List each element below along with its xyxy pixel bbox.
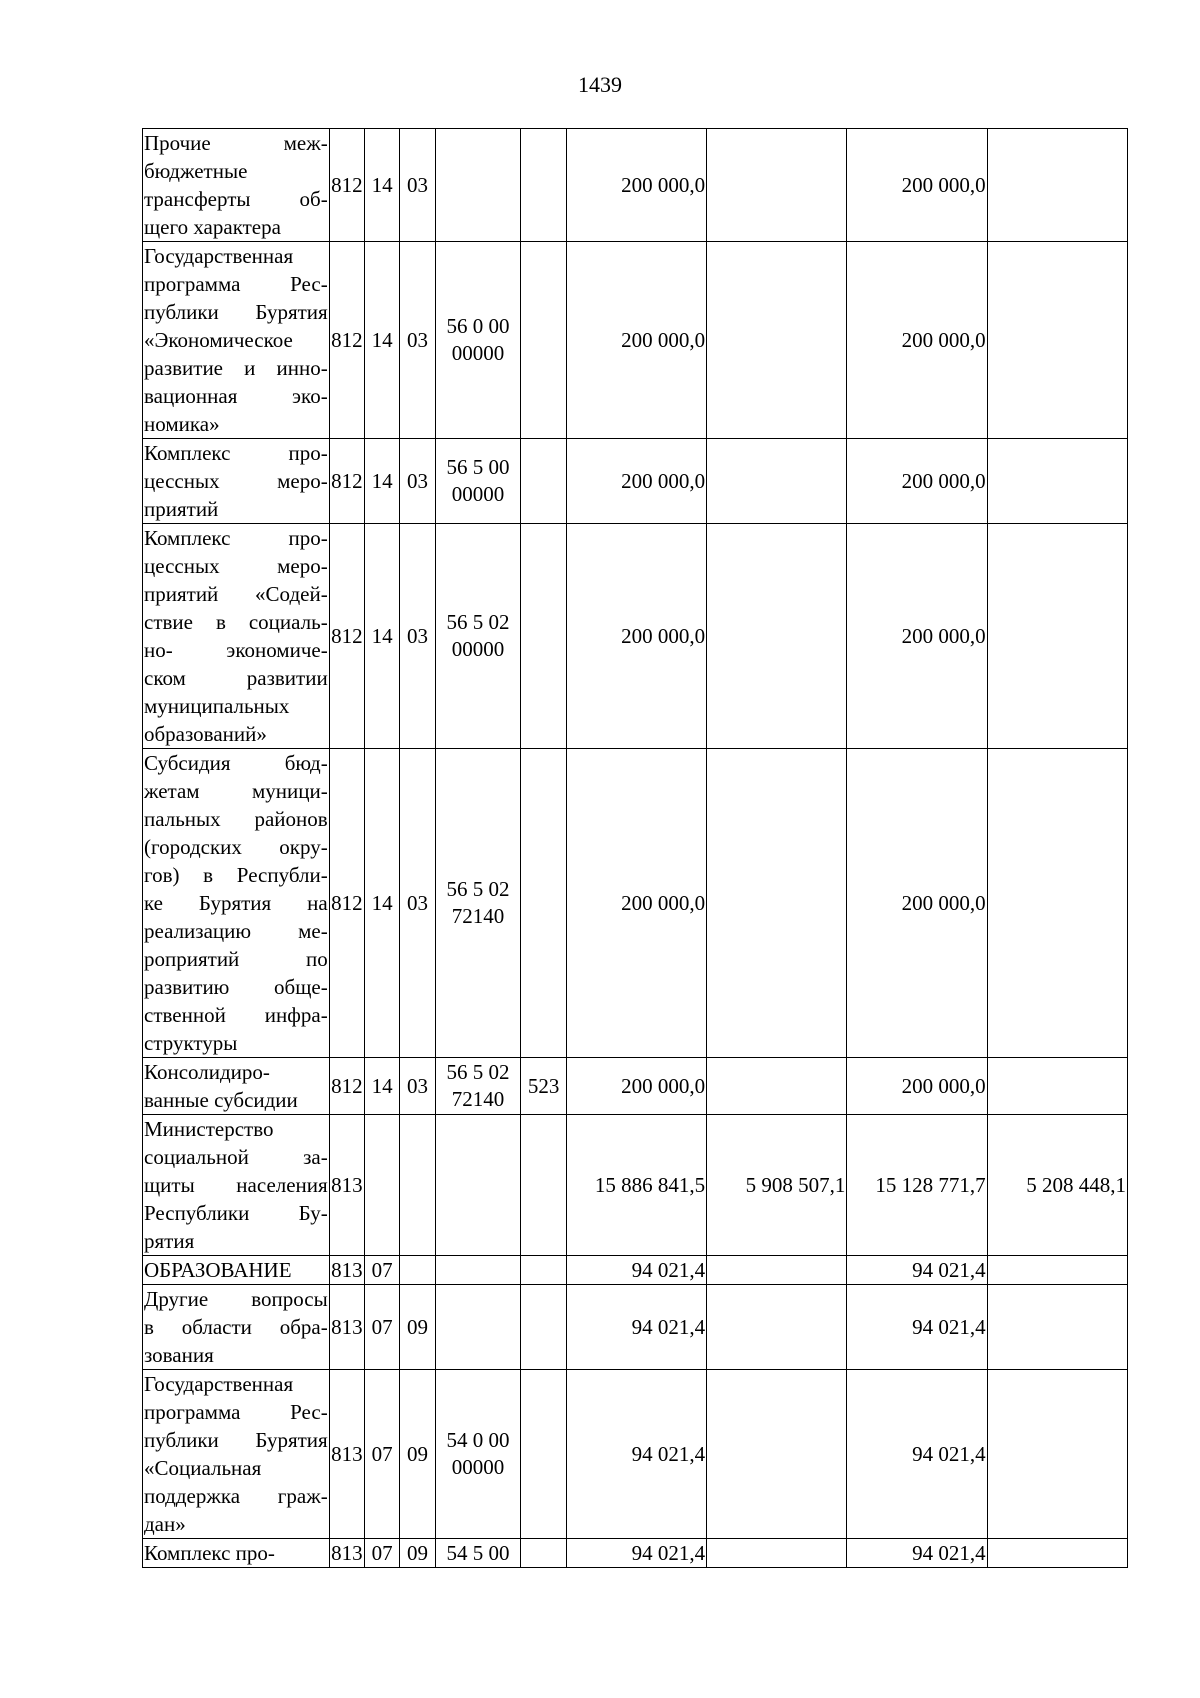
cell-expense-type bbox=[521, 1370, 566, 1539]
cell-subsection: 03 bbox=[400, 439, 435, 524]
cell-ministry-code: 812 bbox=[329, 242, 364, 439]
name-line: (городских окру- bbox=[144, 835, 328, 859]
cell-amount-4 bbox=[987, 1285, 1127, 1370]
cell-amount-1: 200 000,0 bbox=[566, 242, 706, 439]
cell-name bbox=[143, 1058, 330, 1115]
cell-amount-1: 200 000,0 bbox=[566, 524, 706, 749]
cell-amount-2 bbox=[707, 524, 847, 749]
name-line: щиты населения bbox=[144, 1173, 328, 1197]
name-line: реализацию ме- bbox=[144, 919, 328, 943]
cell-ministry-code: 813 bbox=[329, 1370, 364, 1539]
cell-section: 14 bbox=[365, 129, 400, 242]
table-row bbox=[143, 1539, 1128, 1568]
cell-subsection: 09 bbox=[400, 1370, 435, 1539]
name-line: роприятий по bbox=[144, 947, 328, 971]
code-line: 54 0 00 bbox=[446, 1428, 510, 1452]
name-line: ОБРАЗОВАНИЕ bbox=[144, 1258, 292, 1282]
cell-target-code bbox=[435, 1285, 521, 1370]
code-line: 72140 bbox=[451, 1087, 505, 1111]
name-line: приятий bbox=[144, 497, 219, 521]
name-line: пальных районов bbox=[144, 807, 328, 831]
table-row bbox=[143, 1285, 1128, 1370]
cell-amount-3: 94 021,4 bbox=[847, 1285, 987, 1370]
cell-amount-1: 15 886 841,5 bbox=[566, 1115, 706, 1256]
name-line: программа Рес- bbox=[144, 272, 328, 296]
name-line: публики Бурятия bbox=[144, 300, 328, 324]
cell-expense-type bbox=[521, 1285, 566, 1370]
cell-target-code bbox=[435, 1256, 521, 1285]
cell-expense-type bbox=[521, 1115, 566, 1256]
cell-amount-3: 94 021,4 bbox=[847, 1539, 987, 1568]
cell-name bbox=[143, 1285, 330, 1370]
name-line: развитие и инно- bbox=[144, 356, 328, 380]
cell-ministry-code: 813 bbox=[329, 1256, 364, 1285]
name-line: вационная эко- bbox=[144, 384, 328, 408]
cell-ministry-code: 812 bbox=[329, 129, 364, 242]
name-line: «Экономическое bbox=[144, 328, 293, 352]
name-line: Государственная bbox=[144, 244, 294, 268]
cell-amount-2 bbox=[707, 1539, 847, 1568]
code-line: 56 5 02 bbox=[446, 610, 510, 634]
cell-section: 14 bbox=[365, 749, 400, 1058]
table-row bbox=[143, 129, 1128, 242]
cell-amount-2 bbox=[707, 439, 847, 524]
name-line: ванные субсидии bbox=[144, 1088, 298, 1112]
cell-section: 14 bbox=[365, 242, 400, 439]
name-line: Прочие меж- bbox=[144, 131, 328, 155]
cell-subsection: 03 bbox=[400, 749, 435, 1058]
name-line: зования bbox=[144, 1343, 214, 1367]
cell-expense-type bbox=[521, 1256, 566, 1285]
name-line: публики Бурятия bbox=[144, 1428, 328, 1452]
cell-amount-3: 200 000,0 bbox=[847, 439, 987, 524]
code-line: 56 5 00 bbox=[446, 455, 510, 479]
cell-amount-1: 200 000,0 bbox=[566, 749, 706, 1058]
cell-amount-2 bbox=[707, 242, 847, 439]
name-line: поддержка граж- bbox=[144, 1484, 328, 1508]
cell-amount-2: 5 908 507,1 bbox=[707, 1115, 847, 1256]
cell-amount-1: 94 021,4 bbox=[566, 1285, 706, 1370]
budget-table bbox=[142, 128, 1128, 1568]
cell-amount-3: 94 021,4 bbox=[847, 1256, 987, 1285]
name-line: гов) в Республи- bbox=[144, 863, 328, 887]
cell-amount-3: 200 000,0 bbox=[847, 129, 987, 242]
table-row bbox=[143, 1256, 1128, 1285]
cell-ministry-code: 813 bbox=[329, 1285, 364, 1370]
cell-subsection bbox=[400, 1256, 435, 1285]
name-line: трансферты об- bbox=[144, 187, 328, 211]
cell-amount-4 bbox=[987, 1058, 1127, 1115]
cell-subsection: 09 bbox=[400, 1285, 435, 1370]
table-row bbox=[143, 1058, 1128, 1115]
name-line: образований» bbox=[144, 722, 267, 746]
cell-subsection: 03 bbox=[400, 524, 435, 749]
cell-target-code bbox=[435, 524, 521, 749]
cell-subsection: 03 bbox=[400, 242, 435, 439]
name-line: «Социальная bbox=[144, 1456, 262, 1480]
cell-amount-3: 200 000,0 bbox=[847, 242, 987, 439]
name-line: муниципальных bbox=[144, 694, 290, 718]
cell-name bbox=[143, 1256, 330, 1285]
name-line: щего характера bbox=[144, 215, 281, 239]
name-line: цессных меро- bbox=[144, 554, 328, 578]
cell-amount-3: 200 000,0 bbox=[847, 749, 987, 1058]
cell-expense-type bbox=[521, 242, 566, 439]
cell-amount-4 bbox=[987, 524, 1127, 749]
table-row bbox=[143, 1370, 1128, 1539]
name-line: Комплекс про- bbox=[144, 1541, 275, 1565]
cell-amount-1: 94 021,4 bbox=[566, 1256, 706, 1285]
cell-name bbox=[143, 1370, 330, 1539]
cell-subsection bbox=[400, 1115, 435, 1256]
name-line: Комплекс про- bbox=[144, 526, 328, 550]
cell-amount-4 bbox=[987, 1256, 1127, 1285]
table-body bbox=[143, 129, 1128, 1568]
cell-amount-4: 5 208 448,1 bbox=[987, 1115, 1127, 1256]
cell-expense-type bbox=[521, 524, 566, 749]
cell-amount-2 bbox=[707, 129, 847, 242]
name-line: бюджетные bbox=[144, 159, 248, 183]
cell-amount-3: 200 000,0 bbox=[847, 524, 987, 749]
name-line: ствие в социаль- bbox=[144, 610, 328, 634]
code-line: 54 5 00 bbox=[446, 1540, 510, 1565]
name-line: Субсидия бюд- bbox=[144, 751, 328, 775]
cell-ministry-code: 813 bbox=[329, 1115, 364, 1256]
code-line: 00000 bbox=[451, 637, 505, 661]
cell-ministry-code: 812 bbox=[329, 749, 364, 1058]
cell-expense-type bbox=[521, 749, 566, 1058]
cell-ministry-code: 813 bbox=[329, 1539, 364, 1568]
cell-expense-type: 523 bbox=[521, 1058, 566, 1115]
page-number: 1439 bbox=[578, 72, 622, 97]
cell-section: 07 bbox=[365, 1370, 400, 1539]
name-line: в области обра- bbox=[144, 1315, 328, 1339]
table-row bbox=[143, 439, 1128, 524]
name-line: Республики Бу- bbox=[144, 1201, 328, 1225]
cell-name bbox=[143, 129, 330, 242]
cell-target-code bbox=[435, 1370, 521, 1539]
name-line: рятия bbox=[144, 1229, 195, 1253]
name-line: ском развитии bbox=[144, 666, 328, 690]
cell-amount-4 bbox=[987, 749, 1127, 1058]
name-line: Консолидиро- bbox=[144, 1060, 270, 1084]
table-row bbox=[143, 1115, 1128, 1256]
name-line: программа Рес- bbox=[144, 1400, 328, 1424]
cell-amount-4 bbox=[987, 242, 1127, 439]
cell-amount-4 bbox=[987, 1370, 1127, 1539]
cell-amount-1: 200 000,0 bbox=[566, 439, 706, 524]
cell-name bbox=[143, 1115, 330, 1256]
cell-amount-2 bbox=[707, 749, 847, 1058]
cell-expense-type bbox=[521, 1539, 566, 1568]
cell-expense-type bbox=[521, 439, 566, 524]
cell-name bbox=[143, 1539, 330, 1568]
table-row bbox=[143, 524, 1128, 749]
cell-target-code bbox=[435, 1058, 521, 1115]
name-line: развитию обще- bbox=[144, 975, 328, 999]
cell-amount-1: 94 021,4 bbox=[566, 1539, 706, 1568]
table-row bbox=[143, 242, 1128, 439]
code-line: 56 5 02 bbox=[446, 877, 510, 901]
cell-ministry-code: 812 bbox=[329, 1058, 364, 1115]
cell-amount-2 bbox=[707, 1058, 847, 1115]
cell-amount-4 bbox=[987, 439, 1127, 524]
cell-target-code bbox=[435, 129, 521, 242]
cell-amount-3: 94 021,4 bbox=[847, 1370, 987, 1539]
cell-name bbox=[143, 524, 330, 749]
code-line: 00000 bbox=[451, 1455, 505, 1479]
name-line: Министерство bbox=[144, 1117, 274, 1141]
name-line: ственной инфра- bbox=[144, 1003, 328, 1027]
cell-section: 14 bbox=[365, 524, 400, 749]
cell-section: 07 bbox=[365, 1285, 400, 1370]
cell-target-code bbox=[435, 1115, 521, 1256]
cell-section: 14 bbox=[365, 1058, 400, 1115]
name-line: цессных меро- bbox=[144, 469, 328, 493]
cell-amount-2 bbox=[707, 1370, 847, 1539]
name-line: социальной за- bbox=[144, 1145, 328, 1169]
cell-name bbox=[143, 439, 330, 524]
cell-section: 07 bbox=[365, 1256, 400, 1285]
name-line: приятий «Содей- bbox=[144, 582, 328, 606]
name-line: дан» bbox=[144, 1512, 186, 1536]
table-row bbox=[143, 749, 1128, 1058]
cell-amount-3: 200 000,0 bbox=[847, 1058, 987, 1115]
name-line: Государственная bbox=[144, 1372, 294, 1396]
cell-amount-4 bbox=[987, 1539, 1127, 1568]
name-line: структуры bbox=[144, 1031, 238, 1055]
cell-section: 07 bbox=[365, 1539, 400, 1568]
cell-amount-2 bbox=[707, 1285, 847, 1370]
cell-amount-1: 200 000,0 bbox=[566, 129, 706, 242]
cell-amount-1: 200 000,0 bbox=[566, 1058, 706, 1115]
code-line: 00000 bbox=[451, 482, 505, 506]
name-line: ке Бурятия на bbox=[144, 891, 328, 915]
code-line: 56 5 02 bbox=[446, 1060, 510, 1084]
name-line: жетам муници- bbox=[144, 779, 328, 803]
name-line: но- экономиче- bbox=[144, 638, 328, 662]
name-line: номика» bbox=[144, 412, 220, 436]
cell-subsection: 09 bbox=[400, 1539, 435, 1568]
name-line: Комплекс про- bbox=[144, 441, 328, 465]
cell-target-code bbox=[435, 749, 521, 1058]
cell-target-code bbox=[435, 1539, 521, 1568]
cell-ministry-code: 812 bbox=[329, 524, 364, 749]
cell-target-code bbox=[435, 439, 521, 524]
code-line: 72140 bbox=[451, 904, 505, 928]
cell-amount-4 bbox=[987, 129, 1127, 242]
cell-name bbox=[143, 242, 330, 439]
cell-expense-type bbox=[521, 129, 566, 242]
cell-ministry-code: 812 bbox=[329, 439, 364, 524]
cell-amount-3: 15 128 771,7 bbox=[847, 1115, 987, 1256]
cell-name bbox=[143, 749, 330, 1058]
name-line: Другие вопросы bbox=[144, 1287, 328, 1311]
cell-section bbox=[365, 1115, 400, 1256]
cell-target-code bbox=[435, 242, 521, 439]
code-line: 56 0 00 bbox=[446, 314, 510, 338]
cell-section: 14 bbox=[365, 439, 400, 524]
cell-amount-1: 94 021,4 bbox=[566, 1370, 706, 1539]
cell-subsection: 03 bbox=[400, 129, 435, 242]
cell-subsection: 03 bbox=[400, 1058, 435, 1115]
code-line: 00000 bbox=[451, 341, 505, 365]
cell-amount-2 bbox=[707, 1256, 847, 1285]
